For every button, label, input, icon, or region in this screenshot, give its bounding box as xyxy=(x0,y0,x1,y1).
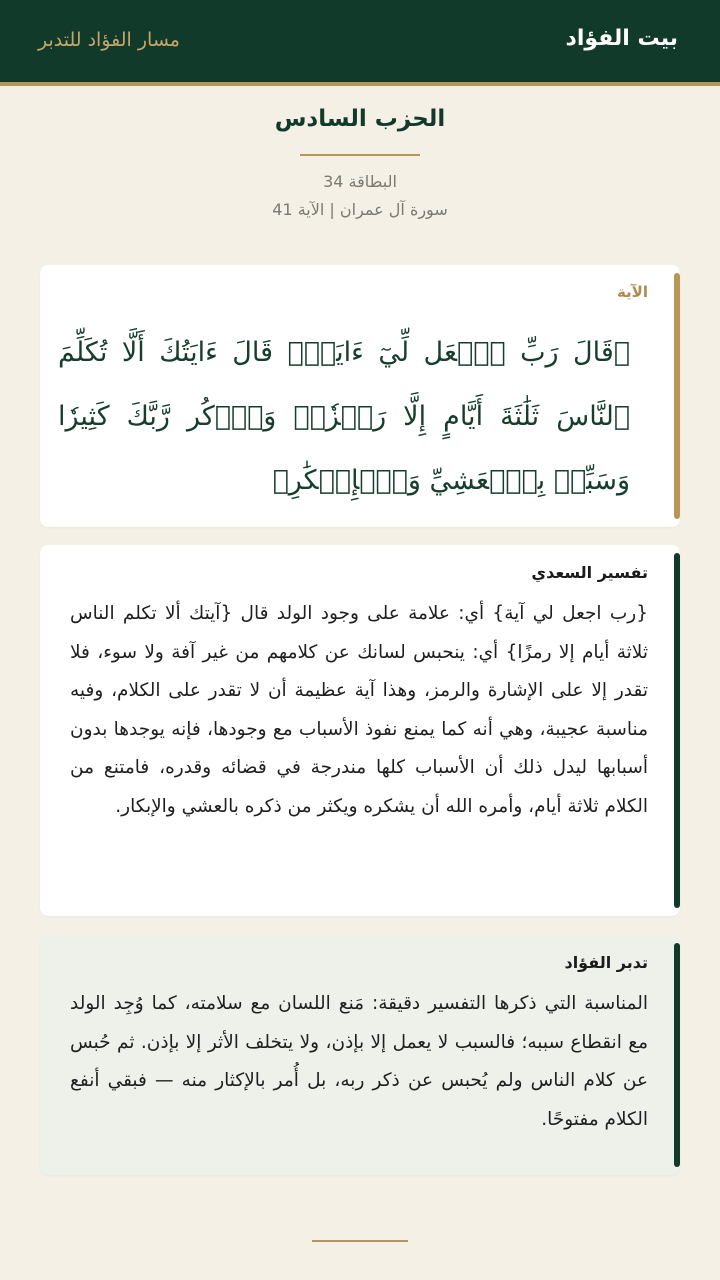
surah-reference: سورة آل عمران | الآية 41 xyxy=(272,200,448,219)
reflection-text: المناسبة التي ذكرها التفسير دقيقة: مَنع اللسان مع سلامته، كما وُجِد الولد مع انقطاع سببه؛ فالسبب لا يعمل إلا بإذن، ولا يتخلف الأثر إلا بإذن. ثم حُبس عن كلام الناس ولم يُحبس عن ذكر ربه، بل أُمر بالإكثار منه — فبقي أنفع الكلام مفتوحًا. xyxy=(70,993,648,1130)
title-divider xyxy=(300,154,420,156)
verse-card xyxy=(40,265,680,527)
tafsir-card-accent xyxy=(674,553,680,908)
tafsir-text: {رب اجعل لي آية} أي: علامة على وجود الولد قال {آيتك ألا تكلم الناس ثلاثة أيام إلا رمزًا} أي: ينحبس لسانك عن كلامهم من غير آفة ولا سوء، فلا تقدر إلا على الإشارة والرمز، وهذا آية عظيمة أن لا تقدر على الكلام، وفيه مناسبة عجيبة، وهي أنه كما يمنع نفوذ الأسباب مع وجودها، فإنه يوجدها بدون أسبابها ليدل ذلك أن الأسباب كلها مندرجة في قضائه وقدره، فامتنع من الكلام ثلاثة أيام، وأمره الله أن يشكره ويكثر من ذكره بالعشي والإبكار. xyxy=(70,603,648,817)
app-brand-title: بيت الفؤاد xyxy=(565,26,678,51)
reflection-card-accent xyxy=(674,943,680,1167)
tafsir-label: تفسير السعدي xyxy=(531,563,648,582)
verse-card-accent xyxy=(674,273,680,519)
reflection-label: تدبر الفؤاد xyxy=(564,953,648,972)
verse-text: ﴿قَالَ رَبِّ ٱجۡعَل لِّيٓ ءَايَةٗۖ قَالَ ءَايَتُكَ أَلَّا تُكَلِّمَ ٱلنَّاسَ ثَلَٰثَةَ أَيَّامٍ إِلَّا رَمۡزٗاۗ وَٱذۡكُر رَّبَّكَ كَثِيرٗا وَسَبِّحۡ بِٱلۡعَشِيِّ وَٱلۡإِبۡكَٰرِ﴾ xyxy=(58,337,630,496)
card-number: البطاقة 34 xyxy=(323,172,397,191)
reflection-path-link[interactable]: مسار الفؤاد للتدبر xyxy=(38,29,180,51)
hizb-title: الحزب السادس xyxy=(274,106,446,132)
tafsir-card xyxy=(40,545,680,916)
reflection-card xyxy=(40,935,680,1175)
verse-label: الآية xyxy=(616,283,648,301)
top-bar xyxy=(0,0,720,86)
bottom-divider xyxy=(312,1240,408,1242)
